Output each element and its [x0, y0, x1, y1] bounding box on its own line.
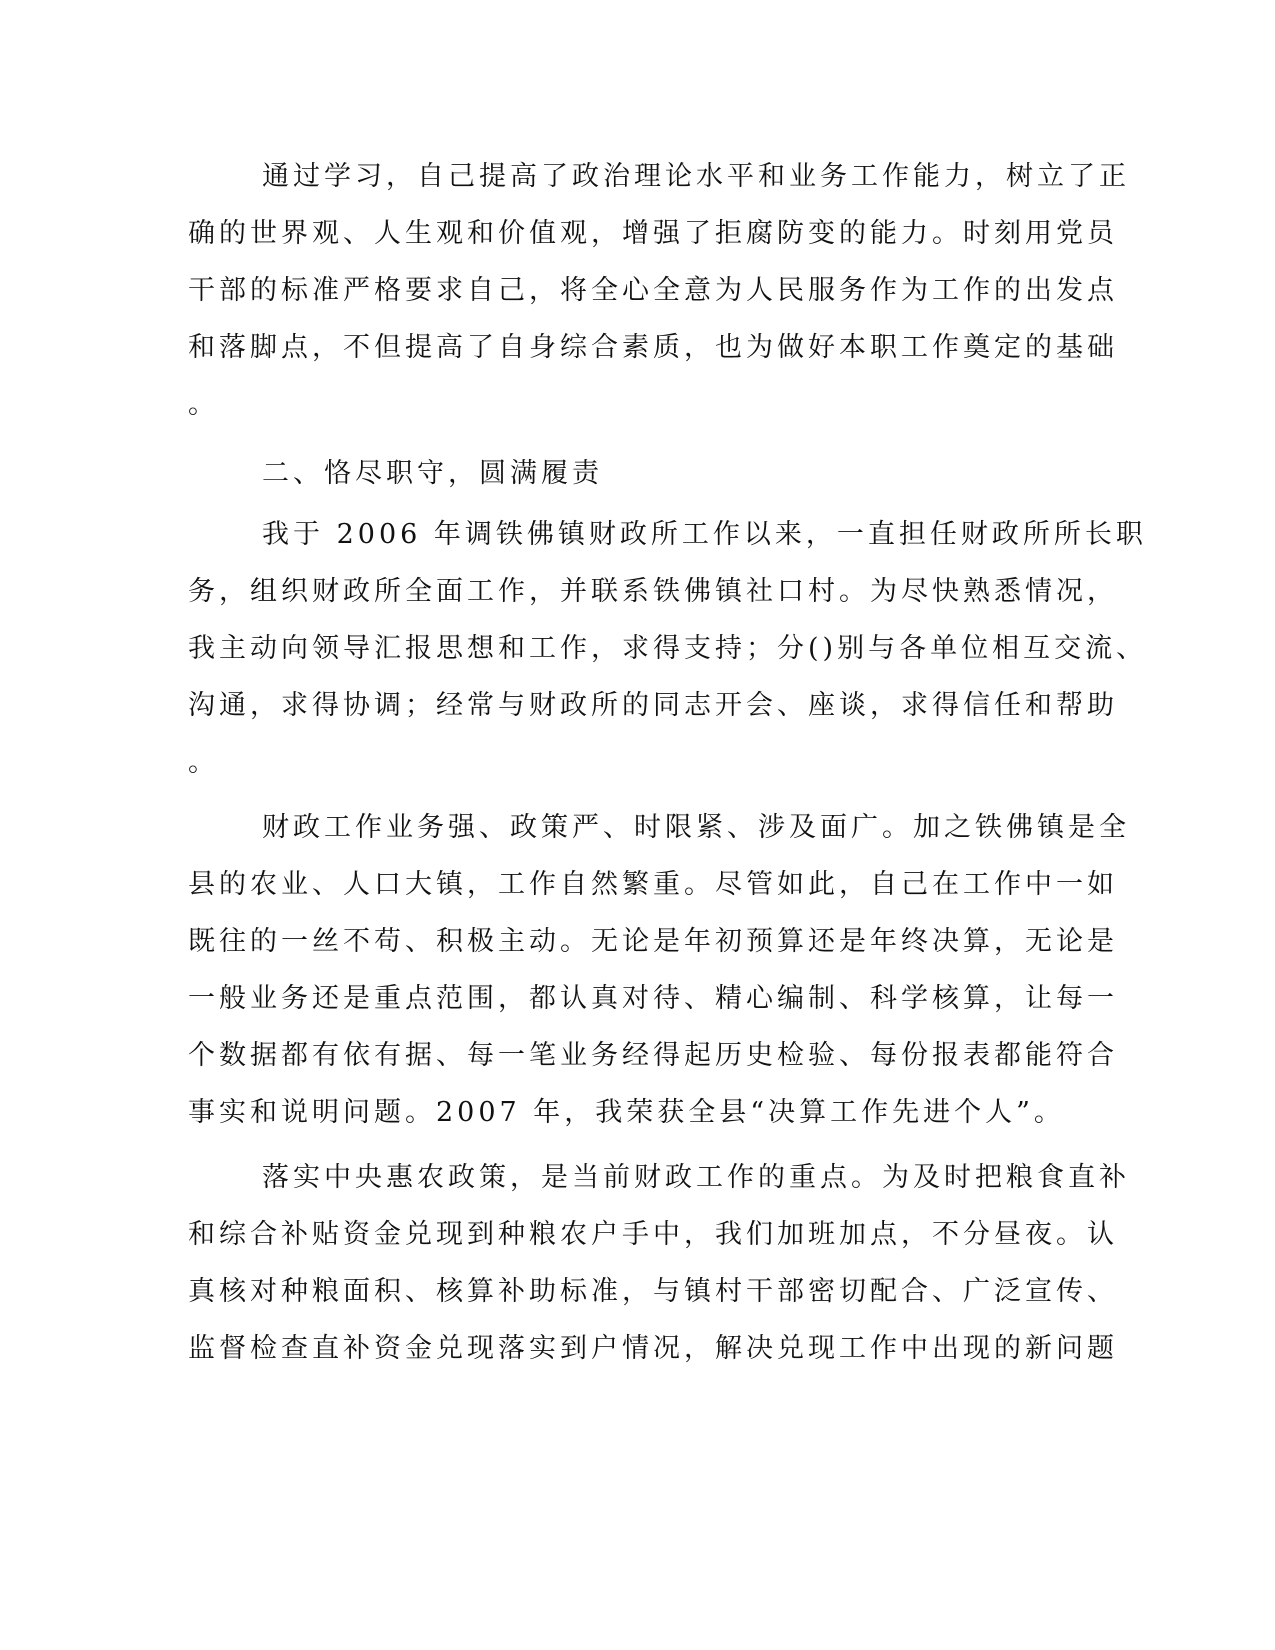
paragraph-line: 财政工作业务强、政策严、时限紧、涉及面广。加之铁佛镇是全 [262, 812, 1130, 843]
paragraph-line: 和落脚点，不但提高了自身综合素质，也为做好本职工作奠定的基础 [188, 332, 1118, 363]
paragraph-line: 和综合补贴资金兑现到种粮农户手中，我们加班加点，不分昼夜。认 [188, 1219, 1118, 1250]
section-heading: 二、恪尽职守，圆满履责 [262, 458, 603, 489]
paragraph-line: 真核对种粮面积、核算补助标准，与镇村干部密切配合、广泛宣传、 [188, 1276, 1118, 1307]
paragraph-line: 干部的标准严格要求自己，将全心全意为人民服务作为工作的出发点 [188, 275, 1118, 306]
paragraph-line: 县的农业、人口大镇，工作自然繁重。尽管如此，自己在工作中一如 [188, 869, 1118, 900]
paragraph-line: 个数据都有依有据、每一笔业务经得起历史检验、每份报表都能符合 [188, 1040, 1118, 1071]
paragraph-line: 监督检查直补资金兑现落实到户情况，解决兑现工作中出现的新问题 [188, 1333, 1118, 1364]
paragraph-line: 事实和说明问题。2007 年，我荣获全县“决算工作先进个人”。 [188, 1097, 1065, 1128]
paragraph-line: 我主动向领导汇报思想和工作，求得支持；分()别与各单位相互交流、 [188, 633, 1148, 664]
paragraph-line: 务，组织财政所全面工作，并联系铁佛镇社口村。为尽快熟悉情况， [188, 576, 1118, 607]
paragraph-line: 沟通，求得协调；经常与财政所的同志开会、座谈，求得信任和帮助 [188, 690, 1118, 721]
paragraph-line: 落实中央惠农政策，是当前财政工作的重点。为及时把粮食直补 [262, 1162, 1130, 1193]
paragraph-line: 既往的一丝不苟、积极主动。无论是年初预算还是年终决算，无论是 [188, 926, 1118, 957]
paragraph-line: 。 [188, 747, 219, 778]
paragraph-line: 我于 2006 年调铁佛镇财政所工作以来，一直担任财政所所长职 [262, 519, 1147, 550]
paragraph-line: 通过学习，自己提高了政治理论水平和业务工作能力，树立了正 [262, 161, 1130, 192]
paragraph-line: 。 [188, 389, 219, 420]
paragraph-line: 一般业务还是重点范围，都认真对待、精心编制、科学核算，让每一 [188, 983, 1118, 1014]
paragraph-line: 确的世界观、人生观和价值观，增强了拒腐防变的能力。时刻用党员 [188, 218, 1118, 249]
